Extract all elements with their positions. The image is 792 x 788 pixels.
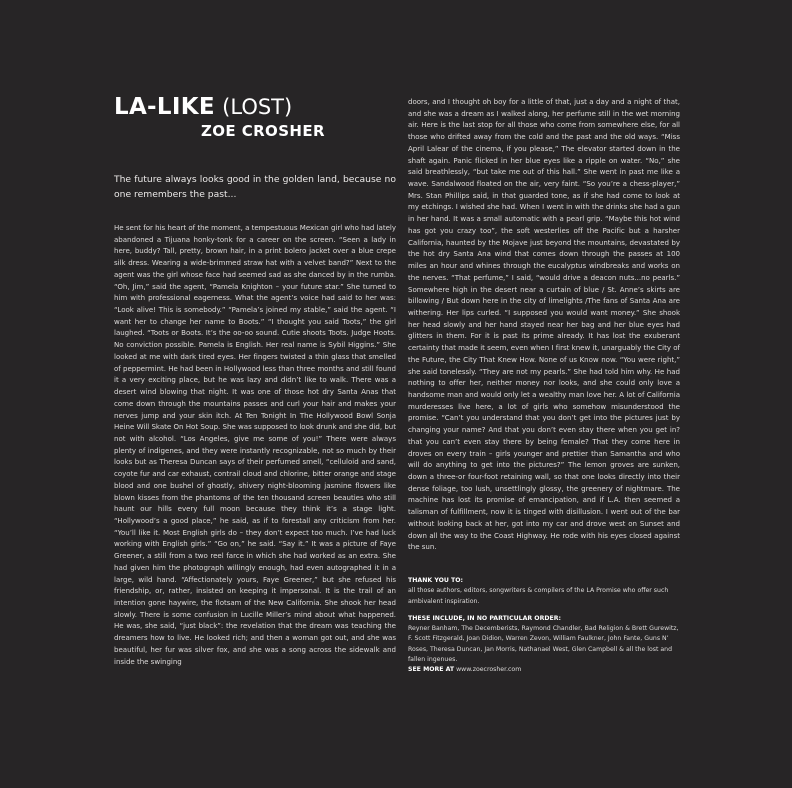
includes-heading: THESE INCLUDE, IN NO PARTICULAR ORDER: <box>408 614 561 622</box>
author-name: ZOE CROSHER <box>201 122 325 140</box>
thanks-heading: THANK YOU TO: <box>408 577 463 584</box>
see-more-link[interactable]: www.zoecrosher.com <box>456 666 522 674</box>
see-more-line <box>408 665 680 675</box>
title-paren: (LOST) <box>222 95 293 119</box>
credits-block <box>408 576 680 676</box>
body-text-left: He sent for his heart of the moment, a tempestuous Mexican girl who had lately abandoned a Tijuana honky-tonk for a career on the screen. “Seen a lady in here, buddy? Tall, pretty, brown hair, in a print bolero jacket over a blue crepe silk dress. Wearing a wide-brimmed straw hat with a velvet band?” Next to the agent was the girl whose face had seemed sad as she danced by in the rumba. “Oh, Jim,” said the agent, “Pamela Knighton – your future star.” She turned to him with professional eagerness. What the agent’s voice had said to her was: “Look alive! This is somebody.” “Pamela’s joined my stable,” said the agent. “I want her to change her name to Boots.” “I thought you said Toots,” the girl laughed. “Toots or Boots. It’s the oo-oo sound. Cutie shoots Toots. Judge Hoots. No conviction possible. Pamela is English. Her real name is Sybil Higgins.” She looked at me with dark tired eyes. Her fingers twisted a thin glass that smelled of peppermint. He had been in Hollywood less than three months and still found it a very exciting place, but he was lazy and didn’t like to walk. There was a desert wind blowing that night. It was one of those hot dry Santa Anas that come down through the mountains passes and curl your hair and makes your nerves jump and your skin itch. At Ten Tonight In The Hollywood Bowl Sonja Heine Will Skate On Hot Soup. She was supposed to look drunk and she did, but not with alcohol. “Los Angeles, give me some of you!” There were always plenty of indigenes, and they were instantly recognizable, not so much by their looks but as Theresa Duncan says of their perfumed smell, “celluloid and sand, coyote fur and car exhaust, contrail cloud and chlorine, bitter orange and stage blood and one bushel of ghostly, shivery night-blooming jasmine flowers like blown kisses from the phantoms of the ten thousand screen beauties who still haunt our hills every full moon because they think it’s a stage light. “Hollywood’s a good place,” he said, as if to forestall any criticism from her. “You’ll like it. Most English girls do – they don’t expect too much. I’ve had luck working with English girls.” “Go on,” he said. “Say it.” It was a picture of Faye Greener, a still from a two reel farce in which she had worked as an extra. She had given him the photograph willingly enough, had even autographed it in a large, wild hand. “Affectionately yours, Faye Greener,” but she refused his friendship, or, rather, insisted on keeping it impersonal. It is the trail of an intention gone haywire, the flotsam of the New California. She shook her head slowly. There is some confusion in Lucille Miller’s mind about what happened. He was, she said, “just black”: the revelation that the dream was teaching the dreamers how to live. He looked rich; and then a woman got out, and she was beautiful, her fur was silver fox, and she was a song across the sidewalk and inside the swinging <box>114 223 396 666</box>
body-text-right: doors, and I thought oh boy for a little of that, just a day and a night of that, and she was a dream as I walked along, her perfume still in the wet morning air. Here is the last stop for all those who come from somewhere else, for all those who drifted away from the cold and the past and the old ways. “Miss April Lalear of the cinema, if you please,” The elevator started down in the shaft again. Panic flicked in her blue eyes like a ripple on water. “No,” she said breathlessly, “but take me out of this hall.” She went in past me like a wave. Sandalwood floated on the air, very faint. “So you’re a chess-player,” Mrs. Stan Phillips said, in that guarded tone, as if she had come to look at my etchings. I wished she had. When I went in with the drinks she had a gun in her hand. It was a small automatic with a pearl grip. “Maybe this hot wind has got you crazy too”, the soft westerlies off the Pacific but a harsher California, haunted by the Mojave just beyond the mountains, devastated by the hot dry Santa Ana wind that comes down through the passes at 100 miles an hour and whines through the eucalyptus windbreaks and works on the nerves. “That perfume,” I said, “would drive a deacon nuts...no pearls.” Somewhere high in the desert near a curtain of blue / St. Anne’s skirts are billowing / But down here in the city of limelights /The fans of Santa Ana are withering. Her lips curled. “I supposed you would want money.” She shook her head slowly and her hand stayed near her bag and her blue eyes had glitters in them. For it is past its prime already. It has lost the exuberant certainty that made it seem, even when I first knew it, unarguably the City of the Future, the City That Knew How. None of us Know now. “You were right,” she said tonelessly. “They are not my pearls.” She had told him why. He had nothing to offer her, neither money nor looks, and she could only love a handsome man and would only let a wealthy man love her. A lot of California murderesses live here, a lot of girls who somehow misunderstood the promise. “Can’t you understand that you don’t get into the pictures just by changing your name? And that you don’t even stay there when you get in? that you can’t even stay there by being female? That they come here in droves on every train – girls younger and prettier than Samantha and who will do anything to get into the pictures?” The lemon groves are sunken, down a three-or four-foot retaining wall, so that one looks directly into their dense foliage, too lush, unsettlingly glossy, the greenery of nightmare. The machine has lost its promise of emancipation, and if L.A. then seemed a talisman of fulfillment, now it is tinged with disillusion. I went out of the bar without looking back at her, got into my car and drove west on Sunset and down all the way to the Coast Highway. He rode with his eyes closed against the sun. <box>408 97 680 552</box>
right-column <box>408 96 680 553</box>
includes-text: Reyner Banham, The Decemberists, Raymond Chandler, Bad Religion & Brett Gurewitz, F. Scott Fitzgerald, Joan Didion, Warren Zevon, William Faulkner, John Fante, Guns N’ Roses, Theresa Duncan, Jan Morris, Nathanael West, Glen Campbell & all the lost and fallen ingenues. <box>408 625 679 664</box>
see-more-heading: SEE MORE AT <box>408 666 455 674</box>
thanks-text: all those authors, editors, songwriters & compilers of the LA Promise who offer such ambivalent inspiration. <box>408 587 669 605</box>
left-column <box>114 94 396 674</box>
lede-text: The future always looks good in the golden land, because no one remembers the past... <box>114 174 396 200</box>
page-title <box>114 94 396 120</box>
title-main: LA-LIKE <box>114 94 215 120</box>
